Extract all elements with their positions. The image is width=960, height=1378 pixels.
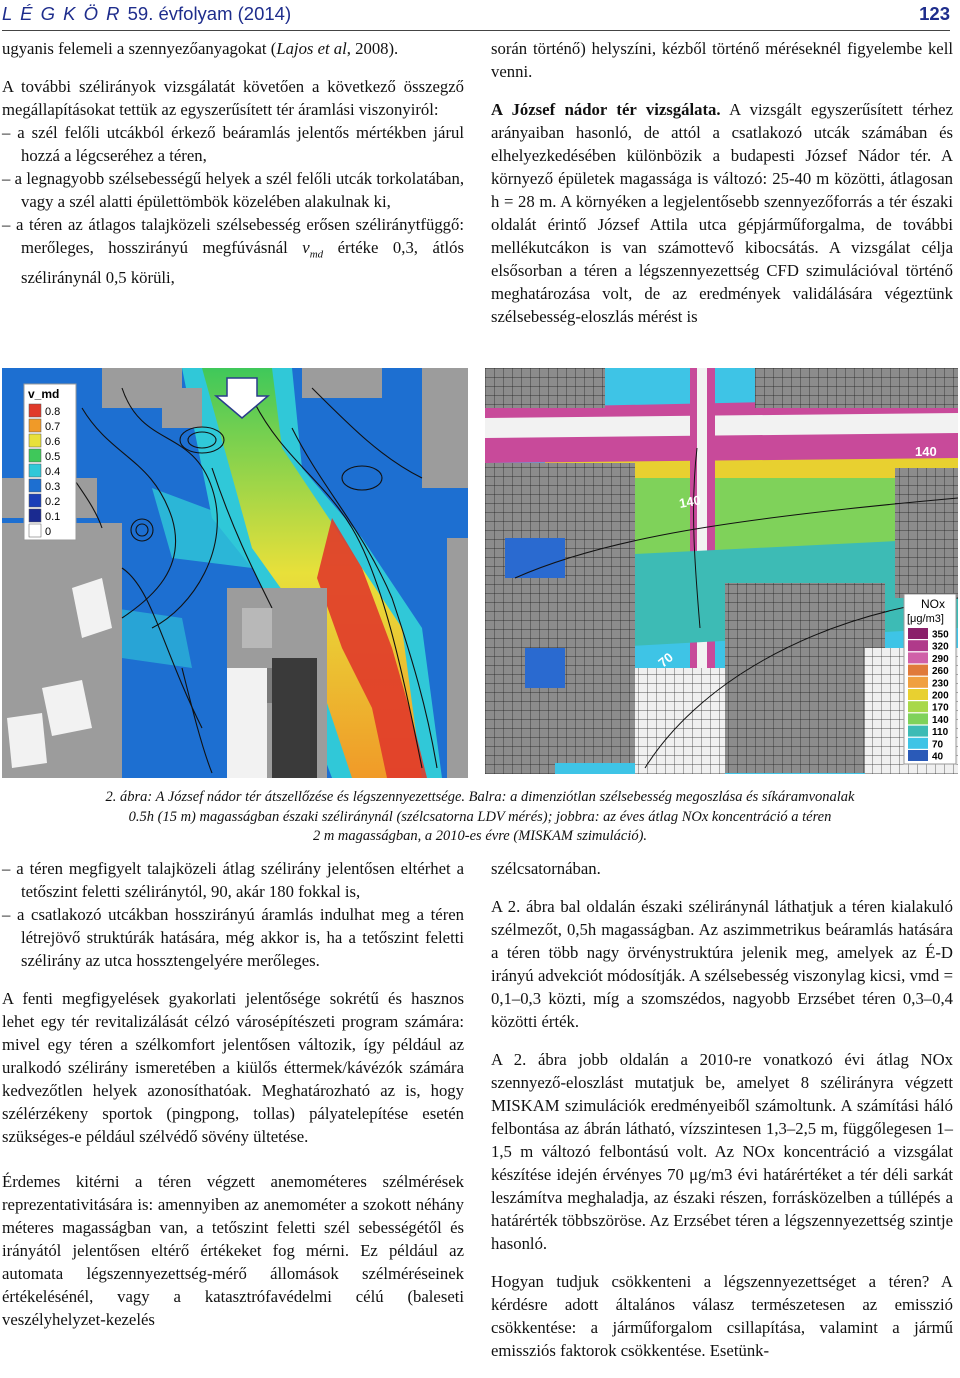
contour-label: 140: [915, 444, 937, 459]
legend-swatch: [29, 434, 41, 447]
paragraph: A 2. ábra jobb oldalán a 2010-re vonatkozó évi átlag NOx szennyező-eloszlást mutatjuk be, amelyet 8 szélirányra végzett MISKAM szimulációk eredményeiből számoltunk. A számítási háló felbontása az ábrán látható, vízszintesen 1,3–2,5 m, függőlegesen 1–1,5 m változó felbontású volt. Az NOx koncentráció a vizsgálat készítése idején érvényes 70 μg/m3 évi határértéket a tér déli sarkát leszámítva meghaladja, az északi részen, forrásközelben a túllépés a határérték többszöröse. Az Erzsébet téren a légszennyezettség szintje hasonló.: [491, 1050, 953, 1253]
legend-label: 200: [932, 690, 949, 702]
legend-label: 0.7: [45, 421, 61, 433]
bullet-item: – a téren az átlagos talajközeli szélsebesség erősen széliránytfüggő: merőleges, hosszirányú megfúvásnál $v_{md}$ értéke 0,3, átlós széliránynál 0,5 körüli,: [2, 215, 464, 288]
bullet-item: – a legnagyobb szélsebességű helyek a szél felőli utcák torkolatában, vagy a szél alatti épülettömbök közelében alakulnak ki,: [2, 169, 464, 211]
paragraph: A további szélirányok vizsgálatát követően a következő összegző megállapításokat tettük az egyszerűsített tér áramlási viszonyiról:: [2, 77, 464, 119]
legend-swatch: [908, 713, 928, 724]
paragraph: ugyanis felemeli a szennyezőanyagokat (Lajos et al, 2008).: [2, 39, 399, 58]
legend-swatch: [29, 509, 41, 522]
legend-swatch: [908, 726, 928, 737]
legend-label: 0.1: [45, 511, 61, 523]
legend-swatch: [908, 652, 928, 663]
paragraph: Hogyan tudjuk csökkenteni a légszennyezettséget a téren? A kérdésre adott általános válasz természetesen az emisszió csökkentése: a járműforgalom csillapítása, valamint a jármű emissziós faktorok csökkentése. Esetünk-: [491, 1272, 953, 1360]
legend-nox: [904, 594, 956, 764]
legend-label: 170: [932, 702, 949, 714]
legend-label: 260: [932, 666, 949, 678]
legend-swatch: [29, 404, 41, 417]
legend-swatch: [29, 479, 41, 492]
legend-label: 0.4: [45, 466, 61, 478]
legend-swatch: [908, 701, 928, 712]
nox-concentration-map: [485, 368, 958, 774]
legend-label: 0.5: [45, 451, 61, 463]
legend-label: 70: [932, 739, 944, 751]
right-column-top: [491, 37, 953, 328]
left-column-bottom: [2, 857, 464, 1331]
paragraph: A József nádor tér vizsgálata. A vizsgált egyszerűsített térhez arányaiban hasonló, de attól a csatlakozó utcák számában és elhelyezkedésében különbözik a budapesti József Nádor tér. A környező épületek magassága is változó: 25-40 m közötti, átlagosan h = 28 m. A környéken a legjelentősebb szennyezőforrás a tér északi oldalát érintő József Attila utca gépjárműforgalma, de további mellékutcákon is van számottevő kibocsátás. A vizsgálat célja elsősorban a téren a légszennyezettség CFD szimulációval történő meghatározása volt, de az eredmények validálására végeztünk szélsebesség-eloszlás mérést is: [491, 100, 953, 326]
legend-label: 320: [932, 641, 949, 653]
legend-swatch: [908, 628, 928, 639]
page-number: 123: [919, 3, 950, 24]
legend-swatch: [908, 750, 928, 761]
legend-swatch: [29, 464, 41, 477]
legend-swatch: [29, 419, 41, 432]
paragraph: szélcsatornában.: [491, 859, 601, 878]
legend-title: v_md: [28, 387, 60, 401]
contour-label: 140: [677, 492, 702, 511]
legend-label: 40: [932, 751, 944, 763]
legend-label: 140: [932, 714, 949, 726]
legend-label: 0: [45, 526, 52, 538]
legend-swatch: [908, 640, 928, 651]
figure-caption: 2. ábra: A József nádor tér átszellőzése és légszennyezettsége. Balra: a dimenziótlan szélsebesség megoszlása és síkáramvonalak 0.5h (15 m) magasságban északi széliránynál (szélcsatorna LDV mérés); jobbra: az éves átlag NOx koncentráció a téren 2 m magasságban, a 2010-es évre (MISKAM szimuláció).: [105, 789, 855, 844]
left-column-top: [2, 37, 464, 289]
paragraph: A fenti megfigyelések gyakorlati jelentősége sokrétű és hasznos lehet egy tér revitalizálását célzó városépítészeti program számára: mivel egy téren a szélkomfort jelentősen változik, így például az uralkodó szélirány ismeretében a kiülős éttermek/kávézók számára kedvezőtlen helyek azonosíthatóak. Meghatározható az is, hogy szélérzékeny sportok (pingpong, tollas) pályatelepítése esetén szükséges-e például szélvédő sövény ültetése.: [2, 989, 464, 1146]
legend-swatch: [908, 665, 928, 676]
legend-swatch: [29, 494, 41, 507]
bullet-item: – a téren megfigyelt talajközeli átlag szélirány jelentősen eltérhet a tetőszint feletti széliránytól, 90, akár 180 fokkal is,: [2, 859, 464, 901]
legend-swatch: [908, 689, 928, 700]
right-column-bottom: [491, 857, 953, 1362]
legend-swatch: [29, 524, 41, 537]
legend-swatch: [908, 738, 928, 749]
legend-label: 230: [932, 678, 949, 690]
legend-label: 110: [932, 727, 949, 739]
paragraph: A 2. ábra bal oldalán északi széliránynál láthatjuk a téren kialakuló szélmezőt, 0,5h magasságban. Az aszimmetrikus beáramlás hatására a téren több nagy örvénystruktúra jelenik meg, amelyek az É-D irányú advekciót módosítják. A szélsebesség viszonylag kicsi, vmd = 0,1–0,3 közti, míg a szomszédos, nagyobb Erzsébet téren 0,3–0,4 közötti érték.: [491, 897, 953, 1031]
legend-label: 0.8: [45, 406, 61, 418]
legend-swatch: [29, 449, 41, 462]
legend-label: 0.2: [45, 496, 61, 508]
paragraph: Érdemes kitérni a téren végzett anemométeres szélmérések reprezentativitására is: amennyiben az anemométer a szokott néhány méteres magasságban van, a tetőszint feletti szél sebességétől és irányától jelentősen eltérő értékeket fog mérni. Ez például az automata légszennyezettség-mérő állomások szélméréseinek értékelésénél, vagy a katasztrófavédelmi célú (baleseti veszélyhelyzet-kezelés: [2, 1172, 464, 1329]
contour-label: 70: [655, 649, 677, 671]
legend-label: 0.6: [45, 436, 61, 448]
journal-name: L É G K Ö R 59. évfolyam (2014): [2, 3, 292, 24]
bullet-item: – a csatlakozó utcákban hosszirányú áramlás indulhat meg a téren létrejövő struktúrák hatására, még akkor is, ha a tetőszint feletti szélirány az utca hossztengelyére merőleges.: [2, 905, 464, 970]
legend-label: 0.3: [45, 481, 61, 493]
legend-title: NOx: [921, 597, 945, 611]
running-header: [2, 2, 950, 31]
legend-label: 290: [932, 653, 949, 665]
legend-unit: [μg/m3]: [907, 613, 944, 625]
bullet-item: – a szél felőli utcákból érkező beáramlás jelentős mértékben járul hozzá a légcseréhez a téren,: [2, 123, 464, 165]
legend-label: 350: [932, 629, 949, 641]
wind-speed-map: [2, 368, 468, 778]
legend-swatch: [908, 677, 928, 688]
legend-vmd: [24, 384, 76, 540]
paragraph: során történő) helyszíni, kézből történő méréseknél figyelembe kell venni.: [491, 39, 953, 81]
